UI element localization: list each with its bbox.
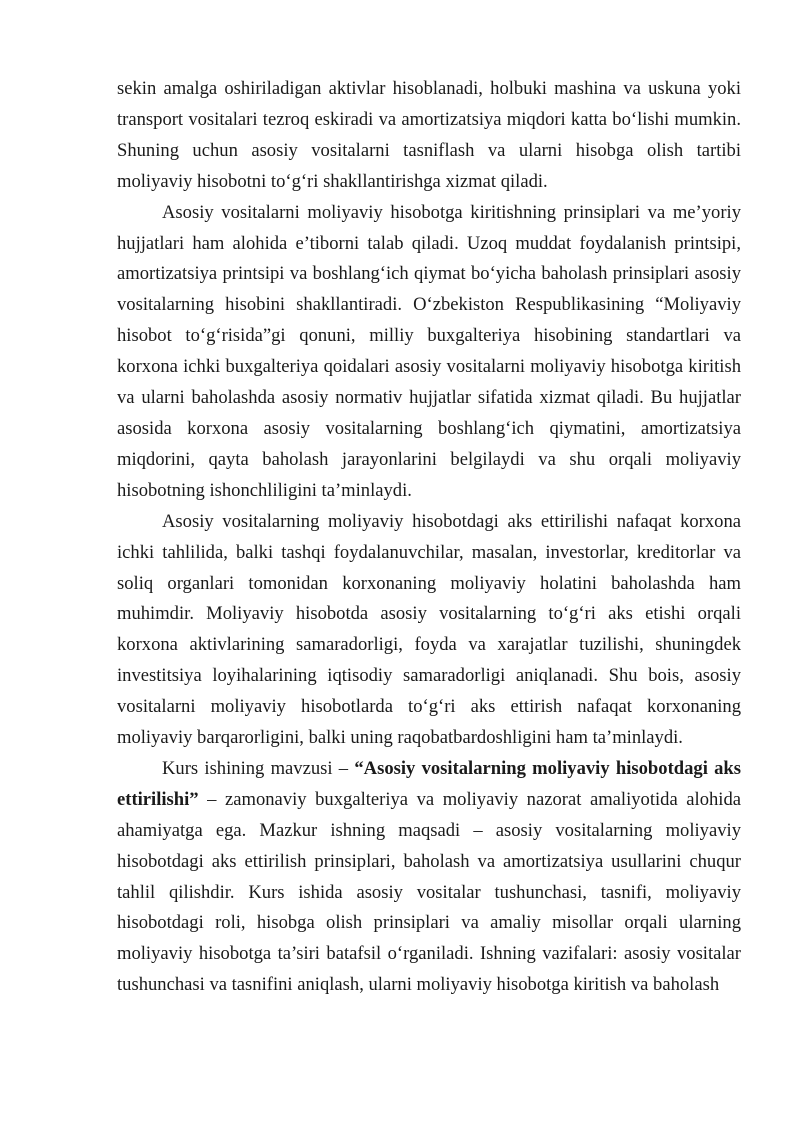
topic-prefix: Kurs ishining mavzusi – [162,757,355,779]
topic-suffix: – zamonaviy buxgalteriya va moliyaviy nazorat amaliyotida alohida ahamiyatga ega. Mazkur ishning maqsadi – asosiy vositalarning moliyaviy hisobotdagi aks ettirilish prinsiplari, baholash va amortizatsiya usullarini chuqur tahlil qilishdir. Kurs ishida asosiy vositalar tushunchasi, tasnifi, moliyaviy hisobotdagi roli, hisobga olish prinsiplari va amaliy misollar orqali ularning moliyaviy hisobotga ta’siri batafsil o‘rganiladi. Ishning vazifalari: asosiy vositalar tushunchasi va tasnifini aniqlash, ularni moliyaviy hisobotga kiritish va baholash [117,788,741,996]
topic-title: “Asosiy vositalarning moliyaviy hisobotdagi aks ettirilishi” [117,757,741,810]
paragraph-continuation: sekin amalga oshiriladigan aktivlar hisoblanadi, holbuki mashina va uskuna yoki transport vositalari tezroq eskiradi va amortizatsiya miqdori katta bo‘lishi mumkin. Shuning uchun asosiy vositalarni tasniflash va ularni hisobga olish tartibi moliyaviy hisobotni to‘g‘ri shakllantirishga xizmat qiladi. [117,78,741,192]
paragraph-importance: Asosiy vositalarning moliyaviy hisobotdagi aks ettirilishi nafaqat korxona ichki tahlilida, balki tashqi foydalanuvchilar, masalan, investorlar, kreditorlar va soliq organlari tomonidan korxonaning moliyaviy holatini baholashda ham muhimdir. Moliyaviy hisobotda asosiy vositalarning to‘g‘ri aks etishi orqali korxona aktivlarining samaradorligi, foyda va xarajatlar tuzilishi, shuningdek investitsiya loyihalarining iqtisodiy samaradorligi aniqlanadi. Shu bois, asosiy vositalarni moliyaviy hisobotlarda to‘g‘ri aks ettirish nafaqat korxonaning moliyaviy barqarorligini, balki uning raqobatbardoshligini ham ta’minlaydi. [117,510,741,749]
paragraph-course-topic [117,754,741,1001]
paragraph-principles: Asosiy vositalarni moliyaviy hisobotga kiritishning prinsiplari va me’yoriy hujjatlari ham alohida e’tiborni talab qiladi. Uzoq muddat foydalanish printsipi, amortizatsiya printsipi va boshlang‘ich qiymat bo‘yicha baholash prinsiplari asosiy vositalarning hisobini shakllantiradi. O‘zbekiston Respublikasining “Moliyaviy hisobot to‘g‘risida”gi qonuni, milliy buxgalteriya hisobining standartlari va korxona ichki buxgalteriya qoidalari asosiy vositalarni moliyaviy hisobotga kiritish va ularni baholashda asosiy normativ hujjatlar sifatida xizmat qiladi. Bu hujjatlar asosida korxona asosiy vositalarning boshlang‘ich qiymatini, amortizatsiya miqdorini, qayta baholash jarayonlarini belgilaydi va shu orqali moliyaviy hisobotning ishonchliligini ta’minlaydi. [117,201,741,501]
document-page [117,74,741,1001]
